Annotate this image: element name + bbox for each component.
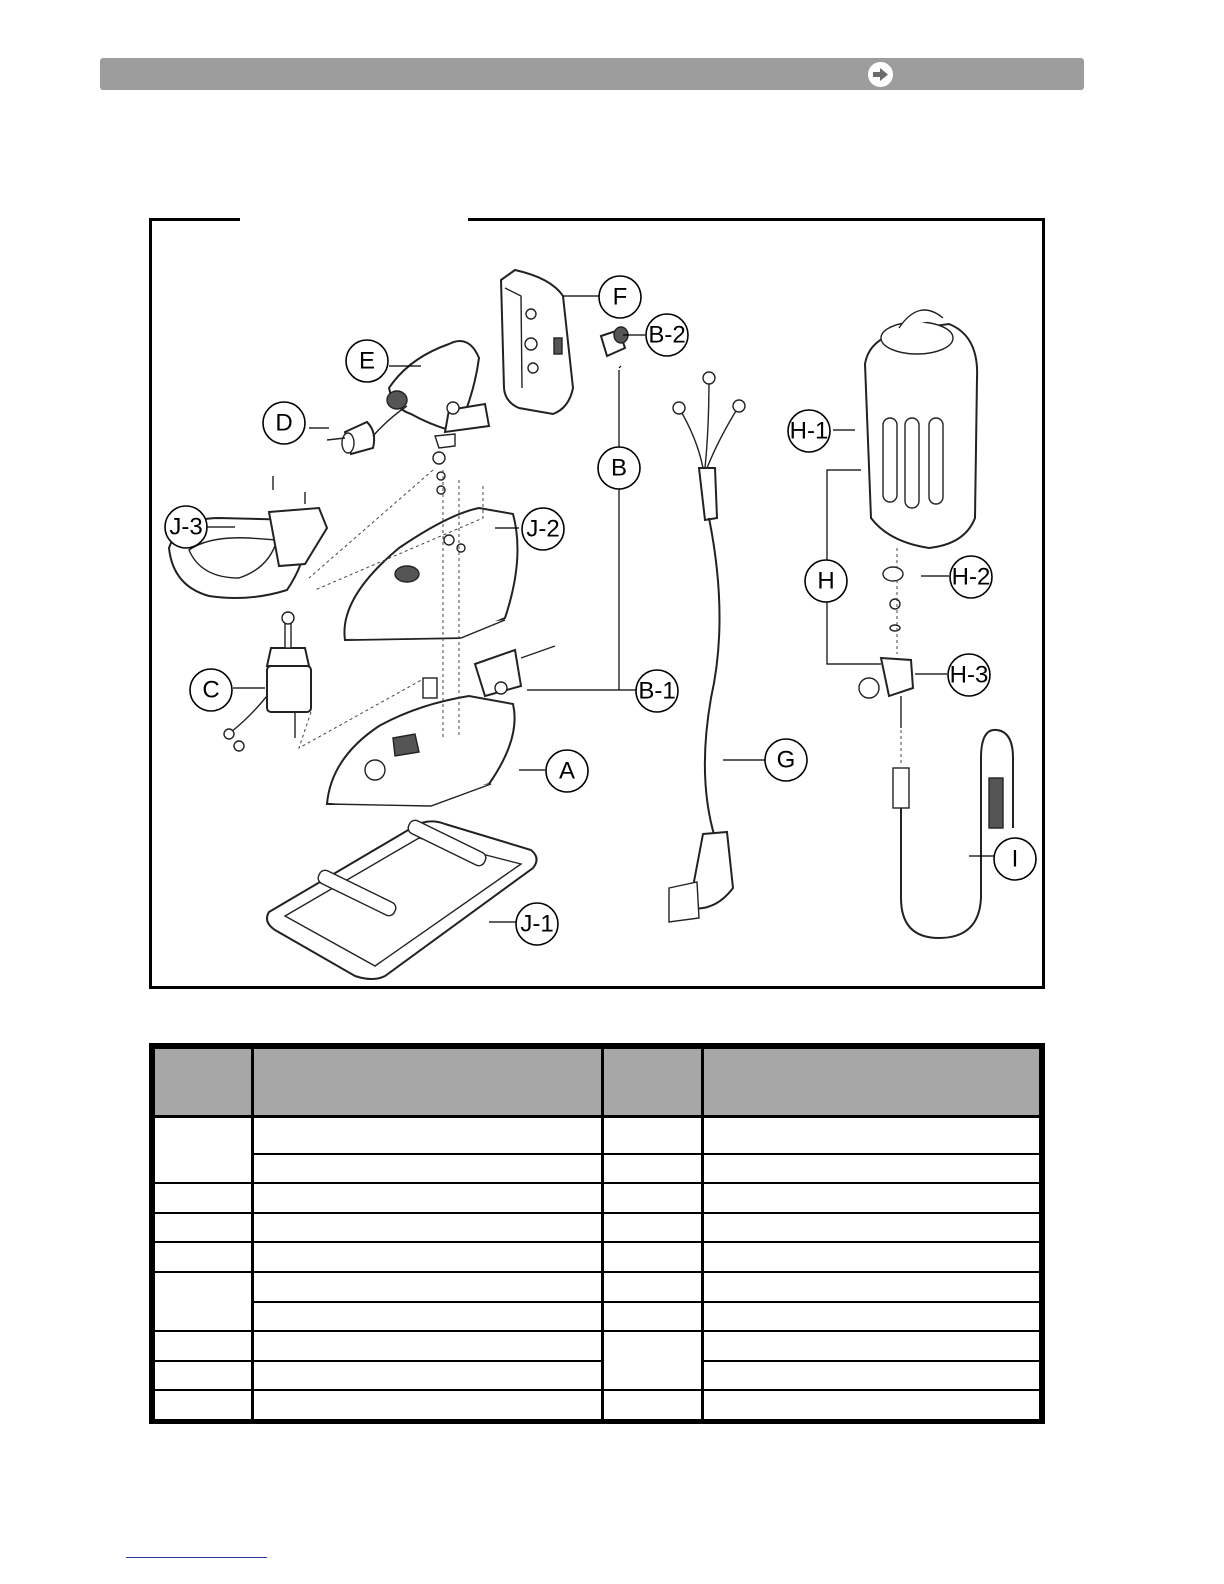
table-cell bbox=[253, 1117, 603, 1154]
callout-label: J-2 bbox=[526, 515, 560, 543]
callout-label: H-2 bbox=[951, 563, 991, 591]
table-row bbox=[154, 1242, 1041, 1272]
callout-j-2 bbox=[522, 508, 564, 550]
callout-e bbox=[346, 340, 388, 382]
diagram-drawing bbox=[149, 218, 1045, 989]
header-bar bbox=[100, 58, 1084, 90]
table-cell bbox=[154, 1331, 253, 1361]
table-cell bbox=[154, 1390, 253, 1420]
column-header bbox=[154, 1048, 253, 1117]
table-cell bbox=[253, 1183, 603, 1213]
parts-list-table bbox=[149, 1043, 1045, 1424]
table-cell bbox=[603, 1117, 703, 1154]
part-b1-thermostat bbox=[475, 646, 555, 696]
callout-d bbox=[263, 402, 305, 444]
part-b2-connector bbox=[601, 327, 628, 356]
table-cell bbox=[154, 1242, 253, 1272]
callout-label: H-3 bbox=[949, 661, 989, 689]
callout-h-1 bbox=[788, 410, 830, 452]
callout-label: C bbox=[202, 676, 220, 704]
table-cell bbox=[603, 1331, 703, 1390]
callout-b-1 bbox=[636, 670, 678, 712]
table-cell bbox=[253, 1302, 603, 1332]
callout-label: H-1 bbox=[789, 417, 829, 445]
table-cell bbox=[154, 1272, 253, 1331]
callout-b bbox=[598, 447, 640, 489]
part-nut bbox=[437, 486, 445, 494]
callout-b-2 bbox=[646, 314, 688, 356]
part-g-power-cable bbox=[669, 372, 745, 922]
part-c-valve bbox=[224, 612, 311, 751]
table-cell bbox=[253, 1242, 603, 1272]
table-row bbox=[154, 1390, 1041, 1420]
callout-h-2 bbox=[950, 556, 992, 598]
table-cell bbox=[603, 1213, 703, 1243]
table-row bbox=[154, 1361, 1041, 1391]
callout-label: H bbox=[817, 567, 835, 595]
column-header bbox=[603, 1048, 703, 1117]
callout-label: F bbox=[612, 283, 628, 311]
column-header bbox=[253, 1048, 603, 1117]
table-cell bbox=[253, 1361, 603, 1391]
table-cell bbox=[703, 1117, 1041, 1154]
callout-label: B-1 bbox=[638, 677, 676, 705]
table-cell bbox=[703, 1272, 1041, 1302]
table-cell bbox=[603, 1302, 703, 1332]
callout-label: G bbox=[776, 746, 796, 774]
table-cell bbox=[253, 1390, 603, 1420]
part-d-knob bbox=[327, 406, 407, 454]
table-cell bbox=[253, 1331, 603, 1361]
table-cell bbox=[154, 1183, 253, 1213]
table-cell bbox=[603, 1272, 703, 1302]
table-cell bbox=[703, 1331, 1041, 1361]
callout-label: E bbox=[358, 347, 376, 375]
callout-label: D bbox=[275, 409, 293, 437]
callout-i bbox=[994, 838, 1036, 880]
column-header bbox=[703, 1048, 1041, 1117]
part-j1-tray bbox=[267, 818, 537, 979]
table-cell bbox=[703, 1302, 1041, 1332]
table-row bbox=[154, 1154, 1041, 1184]
table-cell bbox=[603, 1154, 703, 1184]
table-cell bbox=[154, 1361, 253, 1391]
callout-j-3 bbox=[165, 506, 207, 548]
table-row bbox=[154, 1117, 1041, 1154]
table-cell bbox=[154, 1213, 253, 1243]
part-f-handle-cover bbox=[501, 270, 573, 414]
table-row bbox=[154, 1331, 1041, 1361]
table-cell bbox=[703, 1242, 1041, 1272]
callout-g bbox=[765, 739, 807, 781]
callout-label: J-3 bbox=[169, 513, 203, 541]
part-h3-valve bbox=[859, 658, 913, 728]
table-row bbox=[154, 1183, 1041, 1213]
table-cell bbox=[703, 1154, 1041, 1184]
table-cell bbox=[603, 1183, 703, 1213]
callout-j-1 bbox=[516, 903, 558, 945]
part-a-iron-body bbox=[327, 678, 515, 806]
table-cell bbox=[253, 1272, 603, 1302]
callout-f bbox=[599, 276, 641, 318]
part-i-hose bbox=[893, 730, 1013, 938]
callout-h-3 bbox=[948, 654, 990, 696]
callout-h bbox=[805, 560, 847, 602]
part-washer bbox=[433, 452, 445, 464]
table-cell bbox=[703, 1213, 1041, 1243]
table-cell bbox=[703, 1183, 1041, 1213]
footer-link-underline bbox=[126, 1557, 267, 1558]
table-cell bbox=[253, 1154, 603, 1184]
part-e-handle bbox=[387, 341, 489, 448]
table-row bbox=[154, 1302, 1041, 1332]
part-j2-iron-cover bbox=[344, 508, 517, 640]
arrow-right-circle-icon[interactable] bbox=[867, 61, 894, 88]
callout-a bbox=[546, 750, 588, 792]
callout-label: B-2 bbox=[648, 321, 686, 349]
table-row bbox=[154, 1272, 1041, 1302]
part-screw bbox=[437, 472, 445, 480]
part-h2-filter bbox=[883, 567, 903, 631]
table-cell bbox=[703, 1390, 1041, 1420]
table-header-row bbox=[154, 1048, 1041, 1117]
table-cell bbox=[154, 1117, 253, 1184]
callout-label: B bbox=[610, 454, 628, 482]
callout-label: I bbox=[1011, 845, 1019, 873]
table-row bbox=[154, 1213, 1041, 1243]
callout-label: J-1 bbox=[520, 910, 554, 938]
table-cell bbox=[703, 1361, 1041, 1391]
table-cell bbox=[603, 1242, 703, 1272]
table-cell bbox=[603, 1390, 703, 1420]
table-cell bbox=[253, 1213, 603, 1243]
callout-label: A bbox=[558, 757, 576, 785]
exploded-parts-diagram bbox=[149, 218, 1045, 989]
part-h1-water-bottle bbox=[865, 310, 977, 548]
callout-c bbox=[190, 669, 232, 711]
